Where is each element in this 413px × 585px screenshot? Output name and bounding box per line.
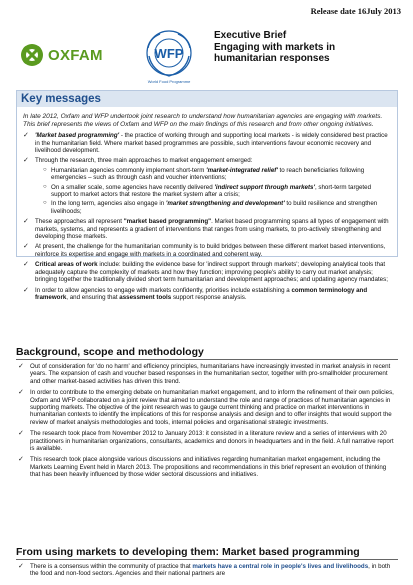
checkmark-icon: ✓ <box>23 286 29 294</box>
oxfam-mark-icon <box>20 43 44 67</box>
section-divider <box>16 559 398 560</box>
checkmark-icon: ✓ <box>23 218 29 226</box>
brief-title-line3: humanitarian responses <box>214 53 330 64</box>
markets-section-title: From using markets to developing them: Market based programming <box>16 546 360 558</box>
checkmark-icon: ✓ <box>18 430 24 438</box>
bullet-icon: ○ <box>43 166 47 173</box>
checkmark-icon: ✓ <box>18 389 24 397</box>
key-messages-title: Key messages <box>17 91 397 107</box>
list-item: ✓ 'Market based programming' - the practice of working through and supporting local markets - is widely considered best practice in the humanitarian field. Where market based programmes are possible, such interventions favour economic recovery and livelihood development. <box>23 132 388 154</box>
key-messages-intro: In late 2012, Oxfam and WFP undertook joint research to understand how humanitarian agencies are engaging with markets. This brief represents the views of Oxfam and WFP on the main findings of this research and from other ongoing initiatives. <box>23 113 383 128</box>
markets-list <box>18 563 396 578</box>
brief-title <box>214 30 404 65</box>
bullet-icon: ○ <box>43 200 47 207</box>
list-item: ✓ This research took place alongside various discussions and initiatives regarding humanitarian market engagement, including the Markets Learning Event held in March 2013. The propositions and recommendations in this brief represent an evolution of thinking that has been heavily influenced by those wider sectoral discussions and initiatives. <box>18 456 387 479</box>
list-item: ✓ The research took place from November 2012 to January 2013: it consisted in a literature review and a series of interviews with 20 practitioners in humanitarian organizations, consultants, academics and donors in headquarters and in the field. A full narrative report is available. <box>18 430 394 453</box>
markets-highlight-link[interactable]: markets have a central role in people's lives and livelihoods <box>192 563 369 570</box>
checkmark-icon: ✓ <box>23 243 29 251</box>
list-item: ✓ Critical areas of work include: building the evidence base for 'indirect support through markets'; developing analytical tools that adequately capture the complexity of markets and how they function; improving people's ability to carry out market analysis; bringing together the traditionally divided short term humanitarian and development approaches; and updating agency mandates; <box>23 261 388 284</box>
checkmark-icon: ✓ <box>18 456 24 464</box>
oxfam-wordmark: OXFAM <box>48 46 103 64</box>
list-item: ✓ At present, the challenge for the humanitarian community is to build bridges between these different market based interventions, reinforce its expertise and engage with markets in a coordinated and coherent way. <box>23 243 386 258</box>
wfp-emblem-icon <box>140 26 198 82</box>
wfp-caption: World Food Programme <box>147 79 191 84</box>
list-item: ✓ Through the research, three main approaches to market engagement emerged: ○ Humanitarian agencies commonly implement short-term 'market-integrated relief' to reach beneficiaries following emergencies – such as through cash and voucher interventions; ○ On a smaller scale, some agencies have recently delivered 'indirect support through markets', short-term targeted support to market actors that restore the market system after a crisis; ○ In the long term, agencies also engage in 'market strengthening and development' to build resilience and strengthen livelihoods; <box>23 157 391 215</box>
key-messages-box <box>16 90 398 301</box>
list-item: ○ In the long term, agencies also engage in 'market strengthening and development' to build resilience and strengthen livelihoods; <box>43 200 378 215</box>
checkmark-icon: ✓ <box>18 563 24 570</box>
release-date: Release date 16July 2013 <box>310 6 401 16</box>
checkmark-icon: ✓ <box>18 363 24 370</box>
checkmark-icon: ✓ <box>23 132 29 140</box>
list-item: ✓ In order to allow agencies to engage with markets confidently, priorities include establishing a common terminology and framework, and ensuring that assessment tools support response analysis. <box>23 286 368 301</box>
list-item: ○ Humanitarian agencies commonly implement short-term 'market-integrated relief' to reach beneficiaries following emergencies – such as through cash and voucher interventions; <box>43 166 365 182</box>
list-item: ✓ Out of consideration for 'do no harm' and efficiency principles, humanitarians have increasingly invested in market analysis in recent years. The expansion of cash and voucher based responses in the humanitarian sector, together with pro-smallholder procurement and other market-based activities has driven this trend. <box>18 363 391 385</box>
checkmark-icon: ✓ <box>23 261 29 269</box>
checkmark-icon: ✓ <box>23 157 29 165</box>
approaches-list <box>35 167 391 215</box>
list-item: ✓ These approaches all represent "market based programming". Market based programming spans all types of engagement with markets, systems, and represents a gradient of interventions that ranges from using markets, to pro-actively strengthening and developing those markets. <box>23 218 389 241</box>
key-messages-list <box>17 132 397 301</box>
background-section-title: Background, scope and methodology <box>16 346 204 358</box>
brief-title-line2: Engaging with markets in <box>214 41 336 53</box>
list-item: ○ On a smaller scale, some agencies have recently delivered 'indirect support through markets', short-term targeted support to market actors that restore the market system after a crisis; <box>43 183 372 199</box>
oxfam-logo <box>20 40 115 70</box>
list-item: ✓ There is a consensus within the community of practice that markets have a central role in people's lives and livelihoods, in both the food and non-food sectors. Agencies and their national partners are <box>18 563 391 578</box>
background-list <box>18 363 396 483</box>
bullet-icon: ○ <box>43 183 47 190</box>
svg-text:WFP: WFP <box>154 46 184 61</box>
list-item: ✓ In order to contribute to the emerging debate on humanitarian market engagement, and to inform the refinement of their own policies, Oxfam and WFP collaborated on a joint review that aimed to understand the role and range of practices of humanitarian agencies in supporting markets. The objective of the joint research was to gauge current thinking and practice on market interventions in humanitarian contexts to identify the implications of this for response analysis and design and to offer insights that would support the review of market analysis methodologies and tools, internal policies and organisational strategic investments. <box>18 389 394 426</box>
section-divider <box>16 359 398 360</box>
brief-title-line1: Executive Brief <box>214 30 287 41</box>
